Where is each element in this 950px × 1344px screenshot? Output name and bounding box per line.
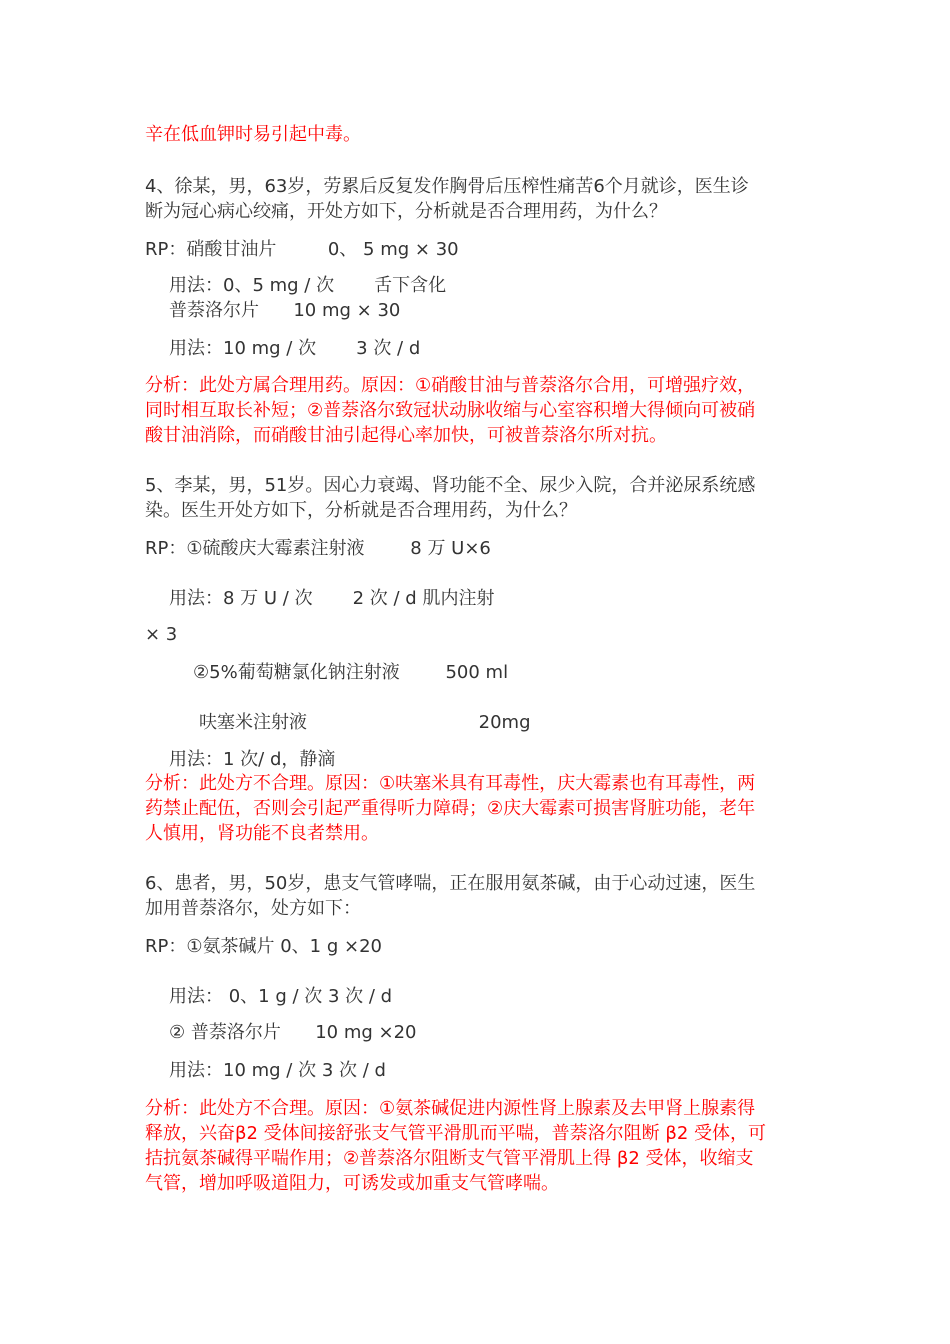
case-5-usage-1: 用法：8 万 U / 次 2 次 / d 肌内注射	[169, 588, 495, 609]
case-6-question-line-1: 6、患者，男，50岁，患支气管哮喘，正在服用氨茶碱，由于心动过速，医生	[145, 873, 756, 894]
continued-analysis-line: 辛在低血钾时易引起中毒。	[145, 124, 361, 145]
case-4-question-line-1: 4、徐某，男，63岁，劳累后反复发作胸骨后压榨性痛苦6个月就诊，医生诊	[145, 176, 749, 197]
case-4-prescription-item-2: 普萘洛尔片 10 mg × 30	[169, 300, 401, 321]
case-5-usage-2: 用法：1 次/ d，静滴	[169, 749, 336, 770]
case-6-usage-1: 用法： 0、1 g / 次 3 次 / d	[169, 986, 393, 1007]
case-6-analysis-line-1: 分析：此处方不合理。原因：①氨茶碱促进内源性肾上腺素及去甲肾上腺素得	[145, 1098, 756, 1119]
case-6-question-line-2: 加用普萘洛尔，处方如下：	[145, 898, 361, 919]
case-5-quantity: × 3	[145, 624, 178, 645]
case-5-analysis-line-1: 分析：此处方不合理。原因：①呋塞米具有耳毒性，庆大霉素也有耳毒性，两	[145, 773, 756, 794]
case-4-analysis-line-1: 分析：此处方属合理用药。原因：①硝酸甘油与普萘洛尔合用，可增强疗效，	[145, 375, 756, 396]
case-5-analysis-line-3: 人慎用，肾功能不良者禁用。	[145, 823, 379, 844]
case-6-prescription-item-1: RP：①氨茶碱片 0、1 g ×20	[145, 936, 382, 957]
case-5-analysis-line-2: 药禁止配伍，否则会引起严重得听力障碍；②庆大霉素可损害肾脏功能，老年	[145, 798, 756, 819]
case-5-prescription-item-1: RP：①硫酸庆大霉素注射液 8 万 U×6	[145, 538, 491, 559]
case-6-analysis-line-3: 拮抗氨茶碱得平喘作用；②普萘洛尔阻断支气管平滑肌上得 β2 受体，收缩支	[145, 1148, 754, 1169]
case-4-analysis-line-3: 酸甘油消除，而硝酸甘油引起得心率加快，可被普萘洛尔所对抗。	[145, 425, 667, 446]
case-4-question-line-2: 断为冠心病心绞痛，开处方如下，分析就是否合理用药，为什么？	[145, 201, 667, 222]
case-6-analysis-line-4: 气管，增加呼吸道阻力，可诱发或加重支气管哮喘。	[145, 1173, 559, 1194]
case-5-question-line-2: 染。医生开处方如下，分析就是否合理用药，为什么？	[145, 500, 577, 521]
case-5-prescription-item-3: 呋塞米注射液 20mg	[199, 712, 531, 733]
case-4-usage-1: 用法：0、5 mg / 次 舌下含化	[169, 275, 447, 296]
case-6-analysis-line-2: 释放，兴奋β2 受体间接舒张支气管平滑肌而平喘，普萘洛尔阻断 β2 受体，可	[145, 1123, 767, 1144]
case-6-usage-2: 用法：10 mg / 次 3 次 / d	[169, 1060, 386, 1081]
case-4-usage-2: 用法：10 mg / 次 3 次 / d	[169, 338, 421, 359]
case-5-question-line-1: 5、李某，男，51岁。因心力衰竭、肾功能不全、尿少入院，合并泌尿系统感	[145, 475, 756, 496]
case-5-prescription-item-2: ②5%葡萄糖氯化钠注射液 500 ml	[193, 662, 509, 683]
case-4-prescription-item-1: RP：硝酸甘油片 0、 5 mg × 30	[145, 239, 459, 260]
case-4-analysis-line-2: 同时相互取长补短；②普萘洛尔致冠状动脉收缩与心室容积增大得倾向可被硝	[145, 400, 756, 421]
case-6-prescription-item-2: ② 普萘洛尔片 10 mg ×20	[169, 1022, 417, 1043]
